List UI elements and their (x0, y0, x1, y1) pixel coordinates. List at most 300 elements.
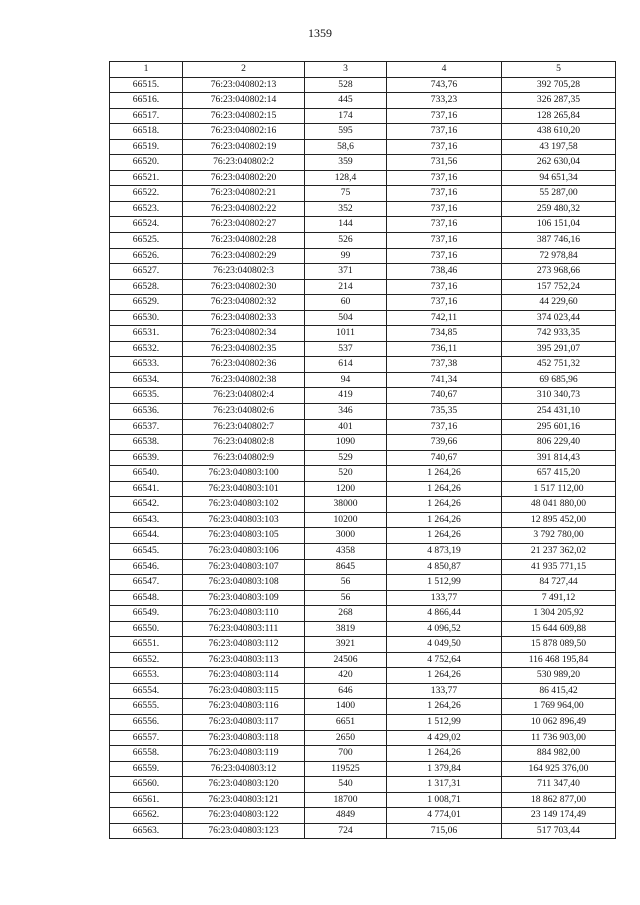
table-row (110, 559, 616, 575)
row-number-cell: 66524. (110, 217, 183, 233)
table-row (110, 668, 616, 684)
cadastral-number-cell: 76:23:040802:27 (183, 217, 305, 233)
table-row (110, 466, 616, 482)
table-row (110, 404, 616, 420)
table-row (110, 139, 616, 155)
area-cell: 700 (305, 746, 387, 762)
column-header: 4 (387, 62, 502, 78)
rate-cell: 734,85 (387, 326, 502, 342)
column-header: 2 (183, 62, 305, 78)
rate-cell: 731,56 (387, 155, 502, 171)
rate-cell: 741,34 (387, 372, 502, 388)
value-cell: 374 023,44 (502, 310, 616, 326)
value-cell: 391 814,43 (502, 450, 616, 466)
row-number-cell: 66522. (110, 186, 183, 202)
value-cell: 21 237 362,02 (502, 543, 616, 559)
cadastral-number-cell: 76:23:040803:102 (183, 497, 305, 513)
cadastral-number-cell: 76:23:040803:105 (183, 528, 305, 544)
cadastral-number-cell: 76:23:040803:110 (183, 606, 305, 622)
area-cell: 58,6 (305, 139, 387, 155)
rate-cell: 737,16 (387, 279, 502, 295)
rate-cell: 737,16 (387, 419, 502, 435)
cadastral-number-cell: 76:23:040802:9 (183, 450, 305, 466)
table-row (110, 450, 616, 466)
cadastral-number-cell: 76:23:040802:21 (183, 186, 305, 202)
area-cell: 56 (305, 575, 387, 591)
cadastral-number-cell: 76:23:040803:112 (183, 637, 305, 653)
row-number-cell: 66531. (110, 326, 183, 342)
rate-cell: 737,16 (387, 186, 502, 202)
table-row (110, 590, 616, 606)
area-cell: 346 (305, 404, 387, 420)
table-row (110, 512, 616, 528)
cadastral-number-cell: 76:23:040802:36 (183, 357, 305, 373)
rate-cell: 1 264,26 (387, 699, 502, 715)
table-row (110, 652, 616, 668)
table-row (110, 808, 616, 824)
cadastral-number-cell: 76:23:040802:35 (183, 341, 305, 357)
value-cell: 884 982,00 (502, 746, 616, 762)
cadastral-number-cell: 76:23:040802:32 (183, 295, 305, 311)
rate-cell: 743,76 (387, 77, 502, 93)
column-header: 3 (305, 62, 387, 78)
row-number-cell: 66520. (110, 155, 183, 171)
area-cell: 419 (305, 388, 387, 404)
rate-cell: 737,16 (387, 124, 502, 140)
value-cell: 11 736 903,00 (502, 730, 616, 746)
row-number-cell: 66563. (110, 823, 183, 839)
page-number: 1359 (308, 26, 332, 40)
row-number-cell: 66536. (110, 404, 183, 420)
table-row (110, 279, 616, 295)
area-cell: 540 (305, 777, 387, 793)
value-cell: 273 968,66 (502, 264, 616, 280)
row-number-cell: 66525. (110, 233, 183, 249)
rate-cell: 4 866,44 (387, 606, 502, 622)
value-cell: 1 517 112,00 (502, 481, 616, 497)
area-cell: 646 (305, 683, 387, 699)
data-table (109, 61, 616, 839)
rate-cell: 737,16 (387, 108, 502, 124)
table-row (110, 310, 616, 326)
rate-cell: 740,67 (387, 450, 502, 466)
value-cell: 262 630,04 (502, 155, 616, 171)
area-cell: 18700 (305, 792, 387, 808)
row-number-cell: 66560. (110, 777, 183, 793)
rate-cell: 735,35 (387, 404, 502, 420)
area-cell: 614 (305, 357, 387, 373)
area-cell: 4849 (305, 808, 387, 824)
cadastral-number-cell: 76:23:040803:108 (183, 575, 305, 591)
area-cell: 2650 (305, 730, 387, 746)
cadastral-number-cell: 76:23:040803:116 (183, 699, 305, 715)
row-number-cell: 66527. (110, 264, 183, 280)
rate-cell: 1 264,26 (387, 668, 502, 684)
value-cell: 43 197,58 (502, 139, 616, 155)
area-cell: 3000 (305, 528, 387, 544)
cadastral-number-cell: 76:23:040802:34 (183, 326, 305, 342)
row-number-cell: 66552. (110, 652, 183, 668)
area-cell: 119525 (305, 761, 387, 777)
rate-cell: 740,67 (387, 388, 502, 404)
value-cell: 259 480,32 (502, 201, 616, 217)
area-cell: 352 (305, 201, 387, 217)
area-cell: 3819 (305, 621, 387, 637)
row-number-cell: 66553. (110, 668, 183, 684)
table-row (110, 714, 616, 730)
value-cell: 128 265,84 (502, 108, 616, 124)
rate-cell: 4 429,02 (387, 730, 502, 746)
cadastral-number-cell: 76:23:040802:14 (183, 93, 305, 109)
area-cell: 268 (305, 606, 387, 622)
table-row (110, 217, 616, 233)
row-number-cell: 66537. (110, 419, 183, 435)
row-number-cell: 66533. (110, 357, 183, 373)
value-cell: 711 347,40 (502, 777, 616, 793)
row-number-cell: 66538. (110, 435, 183, 451)
cadastral-number-cell: 76:23:040803:120 (183, 777, 305, 793)
value-cell: 164 925 376,00 (502, 761, 616, 777)
area-cell: 504 (305, 310, 387, 326)
value-cell: 7 491,12 (502, 590, 616, 606)
area-cell: 24506 (305, 652, 387, 668)
area-cell: 1090 (305, 435, 387, 451)
rate-cell: 1 264,26 (387, 746, 502, 762)
cadastral-number-cell: 76:23:040802:2 (183, 155, 305, 171)
table-row (110, 233, 616, 249)
cadastral-number-cell: 76:23:040803:121 (183, 792, 305, 808)
cadastral-number-cell: 76:23:040803:106 (183, 543, 305, 559)
table-row (110, 108, 616, 124)
rate-cell: 4 774,01 (387, 808, 502, 824)
rate-cell: 4 096,52 (387, 621, 502, 637)
table-row (110, 497, 616, 513)
column-header: 5 (502, 62, 616, 78)
table-row (110, 683, 616, 699)
table-row (110, 93, 616, 109)
rate-cell: 737,38 (387, 357, 502, 373)
row-number-cell: 66535. (110, 388, 183, 404)
cadastral-number-cell: 76:23:040802:20 (183, 170, 305, 186)
area-cell: 174 (305, 108, 387, 124)
table-row (110, 201, 616, 217)
value-cell: 3 792 780,00 (502, 528, 616, 544)
area-cell: 1011 (305, 326, 387, 342)
cadastral-number-cell: 76:23:040803:117 (183, 714, 305, 730)
row-number-cell: 66550. (110, 621, 183, 637)
cadastral-number-cell: 76:23:040802:22 (183, 201, 305, 217)
value-cell: 18 862 877,00 (502, 792, 616, 808)
area-cell: 6651 (305, 714, 387, 730)
row-number-cell: 66542. (110, 497, 183, 513)
rate-cell: 4 850,87 (387, 559, 502, 575)
row-number-cell: 66530. (110, 310, 183, 326)
rate-cell: 1 264,26 (387, 528, 502, 544)
rate-cell: 715,06 (387, 823, 502, 839)
rate-cell: 737,16 (387, 295, 502, 311)
rate-cell: 1 512,99 (387, 575, 502, 591)
area-cell: 537 (305, 341, 387, 357)
table-row (110, 341, 616, 357)
table-body (110, 77, 616, 839)
table-row (110, 792, 616, 808)
rate-cell: 1 264,26 (387, 497, 502, 513)
area-cell: 56 (305, 590, 387, 606)
row-number-cell: 66557. (110, 730, 183, 746)
value-cell: 12 895 452,00 (502, 512, 616, 528)
cadastral-number-cell: 76:23:040803:101 (183, 481, 305, 497)
row-number-cell: 66532. (110, 341, 183, 357)
cadastral-number-cell: 76:23:040802:30 (183, 279, 305, 295)
table-row (110, 543, 616, 559)
table-row (110, 746, 616, 762)
value-cell: 310 340,73 (502, 388, 616, 404)
rate-cell: 1 512,99 (387, 714, 502, 730)
row-number-cell: 66556. (110, 714, 183, 730)
value-cell: 530 989,20 (502, 668, 616, 684)
area-cell: 520 (305, 466, 387, 482)
area-cell: 401 (305, 419, 387, 435)
rate-cell: 737,16 (387, 248, 502, 264)
row-number-cell: 66518. (110, 124, 183, 140)
cadastral-number-cell: 76:23:040803:100 (183, 466, 305, 482)
row-number-cell: 66547. (110, 575, 183, 591)
cadastral-number-cell: 76:23:040803:107 (183, 559, 305, 575)
cadastral-number-cell: 76:23:040802:29 (183, 248, 305, 264)
rate-cell: 737,16 (387, 201, 502, 217)
table-row (110, 621, 616, 637)
cadastral-number-cell: 76:23:040803:114 (183, 668, 305, 684)
table-row (110, 326, 616, 342)
value-cell: 72 978,84 (502, 248, 616, 264)
area-cell: 3921 (305, 637, 387, 653)
value-cell: 742 933,35 (502, 326, 616, 342)
value-cell: 41 935 771,15 (502, 559, 616, 575)
table-row (110, 77, 616, 93)
value-cell: 1 304 205,92 (502, 606, 616, 622)
value-cell: 1 769 964,00 (502, 699, 616, 715)
value-cell: 15 878 089,50 (502, 637, 616, 653)
cadastral-number-cell: 76:23:040803:115 (183, 683, 305, 699)
row-number-cell: 66541. (110, 481, 183, 497)
row-number-cell: 66555. (110, 699, 183, 715)
row-number-cell: 66543. (110, 512, 183, 528)
table-row (110, 481, 616, 497)
rate-cell: 1 264,26 (387, 481, 502, 497)
table-row (110, 124, 616, 140)
rate-cell: 133,77 (387, 590, 502, 606)
table-row (110, 419, 616, 435)
area-cell: 445 (305, 93, 387, 109)
value-cell: 69 685,96 (502, 372, 616, 388)
area-cell: 595 (305, 124, 387, 140)
cadastral-number-cell: 76:23:040802:15 (183, 108, 305, 124)
value-cell: 452 751,32 (502, 357, 616, 373)
table-row (110, 606, 616, 622)
rate-cell: 133,77 (387, 683, 502, 699)
rate-cell: 737,16 (387, 233, 502, 249)
area-cell: 529 (305, 450, 387, 466)
cadastral-number-cell: 76:23:040802:7 (183, 419, 305, 435)
table-row (110, 699, 616, 715)
value-cell: 10 062 896,49 (502, 714, 616, 730)
rate-cell: 737,16 (387, 170, 502, 186)
rate-cell: 737,16 (387, 139, 502, 155)
table-row (110, 372, 616, 388)
area-cell: 38000 (305, 497, 387, 513)
cadastral-number-cell: 76:23:040802:6 (183, 404, 305, 420)
area-cell: 10200 (305, 512, 387, 528)
value-cell: 392 705,28 (502, 77, 616, 93)
table-row (110, 295, 616, 311)
cadastral-number-cell: 76:23:040802:4 (183, 388, 305, 404)
cadastral-number-cell: 76:23:040802:3 (183, 264, 305, 280)
table-row (110, 761, 616, 777)
value-cell: 116 468 195,84 (502, 652, 616, 668)
area-cell: 359 (305, 155, 387, 171)
row-number-cell: 66516. (110, 93, 183, 109)
row-number-cell: 66526. (110, 248, 183, 264)
area-cell: 1400 (305, 699, 387, 715)
row-number-cell: 66559. (110, 761, 183, 777)
value-cell: 438 610,20 (502, 124, 616, 140)
value-cell: 84 727,44 (502, 575, 616, 591)
row-number-cell: 66539. (110, 450, 183, 466)
area-cell: 128,4 (305, 170, 387, 186)
row-number-cell: 66515. (110, 77, 183, 93)
row-number-cell: 66561. (110, 792, 183, 808)
value-cell: 86 415,42 (502, 683, 616, 699)
rate-cell: 1 264,26 (387, 512, 502, 528)
area-cell: 4358 (305, 543, 387, 559)
rate-cell: 737,16 (387, 217, 502, 233)
table-row (110, 264, 616, 280)
table-row (110, 170, 616, 186)
value-cell: 326 287,35 (502, 93, 616, 109)
table-row (110, 575, 616, 591)
row-number-cell: 66521. (110, 170, 183, 186)
table-row (110, 435, 616, 451)
rate-cell: 736,11 (387, 341, 502, 357)
cadastral-number-cell: 76:23:040802:16 (183, 124, 305, 140)
cadastral-number-cell: 76:23:040802:33 (183, 310, 305, 326)
value-cell: 806 229,40 (502, 435, 616, 451)
rate-cell: 1 008,71 (387, 792, 502, 808)
value-cell: 295 601,16 (502, 419, 616, 435)
row-number-cell: 66546. (110, 559, 183, 575)
area-cell: 526 (305, 233, 387, 249)
value-cell: 395 291,07 (502, 341, 616, 357)
cadastral-number-cell: 76:23:040803:103 (183, 512, 305, 528)
cadastral-number-cell: 76:23:040802:28 (183, 233, 305, 249)
row-number-cell: 66545. (110, 543, 183, 559)
rate-cell: 738,46 (387, 264, 502, 280)
row-number-cell: 66528. (110, 279, 183, 295)
area-cell: 8645 (305, 559, 387, 575)
row-number-cell: 66517. (110, 108, 183, 124)
table-row (110, 777, 616, 793)
area-cell: 420 (305, 668, 387, 684)
row-number-cell: 66554. (110, 683, 183, 699)
area-cell: 724 (305, 823, 387, 839)
cadastral-number-cell: 76:23:040803:113 (183, 652, 305, 668)
value-cell: 157 752,24 (502, 279, 616, 295)
value-cell: 23 149 174,49 (502, 808, 616, 824)
rate-cell: 4 752,64 (387, 652, 502, 668)
table-row (110, 637, 616, 653)
cadastral-number-cell: 76:23:040802:38 (183, 372, 305, 388)
area-cell: 214 (305, 279, 387, 295)
rate-cell: 742,11 (387, 310, 502, 326)
row-number-cell: 66540. (110, 466, 183, 482)
cadastral-number-cell: 76:23:040802:13 (183, 77, 305, 93)
rate-cell: 4 049,50 (387, 637, 502, 653)
row-number-cell: 66544. (110, 528, 183, 544)
cadastral-number-cell: 76:23:040803:111 (183, 621, 305, 637)
table-row (110, 823, 616, 839)
row-number-cell: 66558. (110, 746, 183, 762)
value-cell: 15 644 609,88 (502, 621, 616, 637)
rate-cell: 733,23 (387, 93, 502, 109)
cadastral-number-cell: 76:23:040803:122 (183, 808, 305, 824)
table-row (110, 730, 616, 746)
value-cell: 55 287,00 (502, 186, 616, 202)
row-number-cell: 66519. (110, 139, 183, 155)
cadastral-number-cell: 76:23:040803:109 (183, 590, 305, 606)
table-row (110, 248, 616, 264)
value-cell: 48 041 880,00 (502, 497, 616, 513)
cadastral-number-cell: 76:23:040802:19 (183, 139, 305, 155)
table-header (110, 62, 616, 78)
value-cell: 106 151,04 (502, 217, 616, 233)
rate-cell: 739,66 (387, 435, 502, 451)
value-cell: 387 746,16 (502, 233, 616, 249)
cadastral-number-cell: 76:23:040803:123 (183, 823, 305, 839)
value-cell: 657 415,20 (502, 466, 616, 482)
value-cell: 254 431,10 (502, 404, 616, 420)
value-cell: 517 703,44 (502, 823, 616, 839)
table-row (110, 357, 616, 373)
row-number-cell: 66523. (110, 201, 183, 217)
area-cell: 75 (305, 186, 387, 202)
table-row (110, 155, 616, 171)
rate-cell: 1 264,26 (387, 466, 502, 482)
header-row (110, 62, 616, 78)
area-cell: 528 (305, 77, 387, 93)
cadastral-number-cell: 76:23:040803:119 (183, 746, 305, 762)
area-cell: 94 (305, 372, 387, 388)
row-number-cell: 66548. (110, 590, 183, 606)
row-number-cell: 66562. (110, 808, 183, 824)
rate-cell: 1 379,84 (387, 761, 502, 777)
area-cell: 144 (305, 217, 387, 233)
value-cell: 44 229,60 (502, 295, 616, 311)
area-cell: 60 (305, 295, 387, 311)
rate-cell: 4 873,19 (387, 543, 502, 559)
value-cell: 94 651,34 (502, 170, 616, 186)
area-cell: 99 (305, 248, 387, 264)
table-row (110, 388, 616, 404)
area-cell: 1200 (305, 481, 387, 497)
row-number-cell: 66529. (110, 295, 183, 311)
area-cell: 371 (305, 264, 387, 280)
row-number-cell: 66549. (110, 606, 183, 622)
column-header: 1 (110, 62, 183, 78)
row-number-cell: 66534. (110, 372, 183, 388)
cadastral-number-cell: 76:23:040803:12 (183, 761, 305, 777)
table-row (110, 528, 616, 544)
row-number-cell: 66551. (110, 637, 183, 653)
